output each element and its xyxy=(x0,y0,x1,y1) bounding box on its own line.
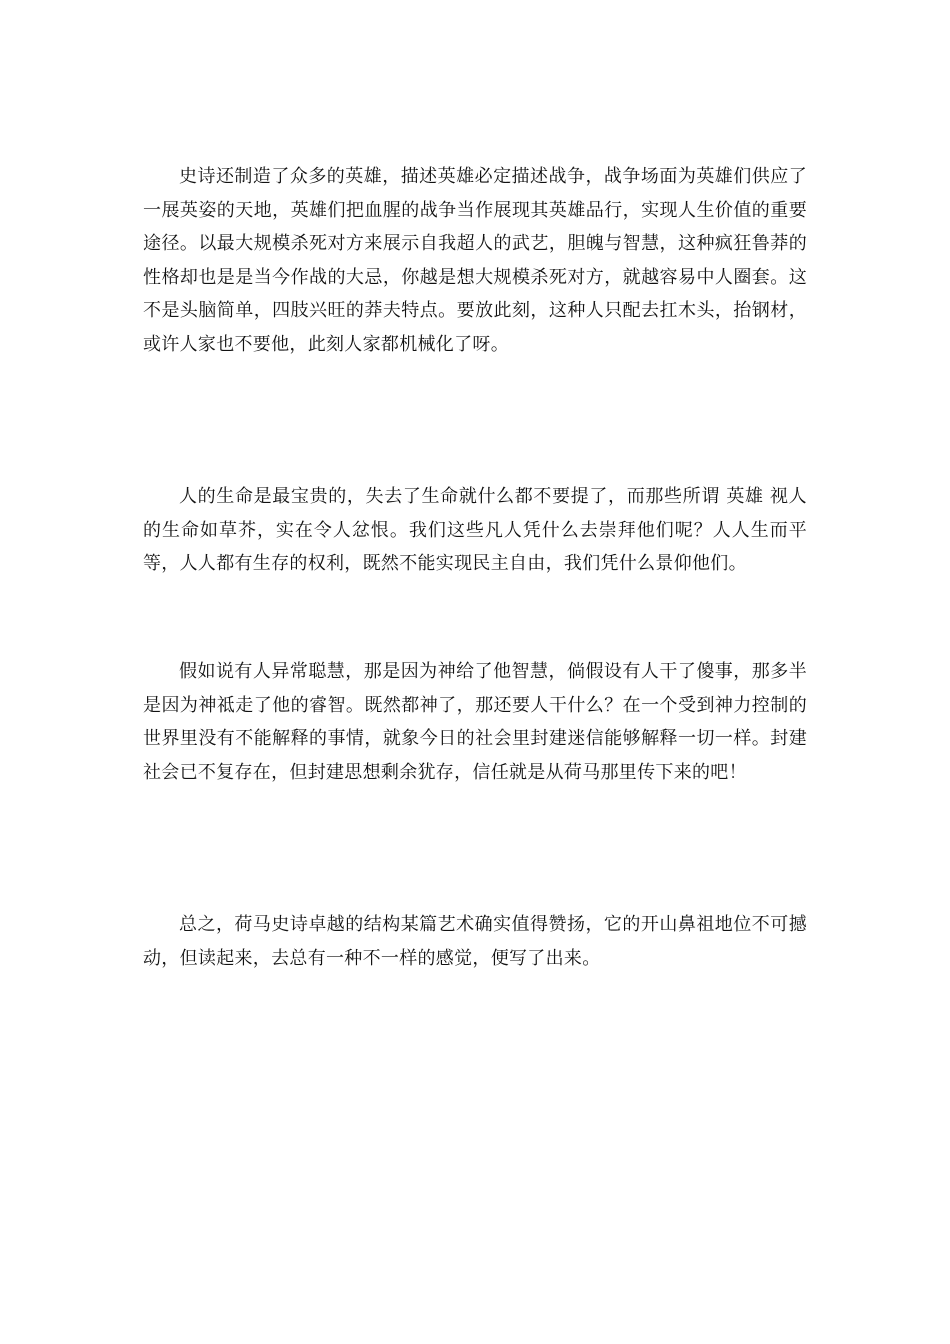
paragraph-heroes-and-war: 史诗还制造了众多的英雄，描述英雄必定描述战争，战争场面为英雄们供应了一展英姿的天地，英雄们把血腥的战争当作展现其英雄品行，实现人生价值的重要途径。以最大规模杀死对方来展示自我超人的武艺，胆魄与智慧，这种疯狂鲁莽的性格却也是是当今作战的大忌，你越是想大规模杀死对方，就越容易中人圈套。这不是头脑简单，四肢兴旺的莽夫特点。要放此刻，这种人只配去扛木头，抬钢材，或许人家也不要他，此刻人家都机械化了呀。 xyxy=(143,166,807,355)
paragraph-gods-and-wisdom: 假如说有人异常聪慧，那是因为神给了他智慧，倘假设有人干了傻事，那多半是因为神祗走了他的睿智。既然都神了，那还要人干什么？在一个受到神力控制的世界里没有不能解释的事情，就象今日的社会里封建迷信能够解释一切一样。封建社会已不复存在，但封建思想剩余犹存，信任就是从荷马那里传下来的吧！ xyxy=(143,661,807,783)
paragraph-conclusion: 总之，荷马史诗卓越的结构某篇艺术确实值得赞扬，它的开山鼻祖地位不可撼动，但读起来，去总有一种不一样的感觉，便写了出来。 xyxy=(143,914,807,969)
paragraph-value-of-life: 人的生命是最宝贵的，失去了生命就什么都不要提了，而那些所谓 英雄 视人的生命如草芥，实在令人忿恨。我们这些凡人凭什么去崇拜他们呢？人人生而平等，人人都有生存的权利，既然不能实现民主自由，我们凭什么景仰他们。 xyxy=(143,486,807,575)
